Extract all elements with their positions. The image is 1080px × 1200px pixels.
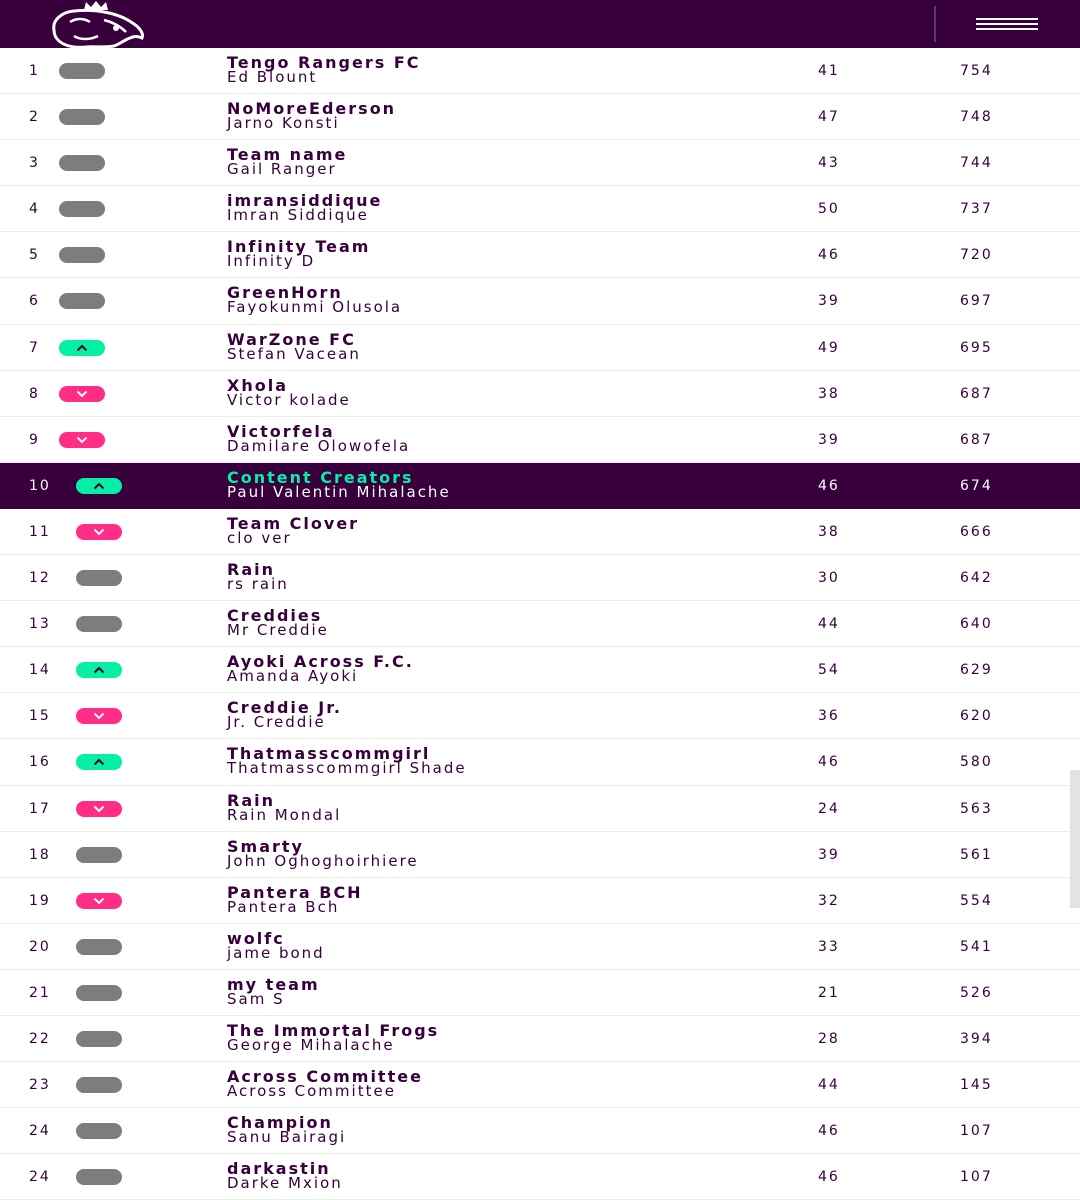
team-name[interactable]: Across Committee (227, 1067, 423, 1087)
no-change-icon (76, 1077, 122, 1093)
team-entry[interactable] (227, 560, 289, 594)
no-change-icon (59, 109, 105, 125)
team-entry[interactable] (227, 191, 383, 225)
table-row[interactable] (0, 1108, 1080, 1154)
manager-name: rs rain (227, 575, 289, 594)
gameweek-points: 30 (818, 570, 840, 587)
total-points: 561 (960, 846, 993, 863)
gameweek-points: 38 (818, 385, 840, 402)
total-points: 674 (960, 477, 993, 494)
table-row[interactable] (0, 786, 1080, 832)
gameweek-points: 32 (818, 892, 840, 909)
gameweek-points: 49 (818, 339, 840, 356)
manager-name: Imran Siddique (227, 206, 369, 225)
manager-name: George Mihalache (227, 1035, 395, 1054)
rank-down-icon (76, 524, 122, 540)
rank-up-icon (59, 340, 105, 356)
total-points: 744 (960, 155, 993, 172)
manager-name: Paul Valentin Mihalache (227, 482, 451, 501)
table-row[interactable] (0, 1062, 1080, 1108)
rank-number: 15 (29, 708, 51, 725)
no-change-icon (59, 247, 105, 263)
table-row[interactable] (0, 924, 1080, 970)
team-entry[interactable] (227, 652, 414, 686)
no-change-icon (59, 155, 105, 171)
manager-name: Jarno Konsti (227, 114, 340, 133)
team-name[interactable]: Tengo Rangers FC (227, 53, 421, 72)
manager-name: Darke Mxion (227, 1174, 343, 1193)
rank-down-icon (59, 386, 105, 402)
team-entry[interactable] (227, 283, 403, 317)
gameweek-points: 39 (818, 293, 840, 310)
team-name[interactable]: Smarty (227, 836, 304, 856)
total-points: 697 (960, 293, 993, 310)
table-row[interactable] (0, 739, 1080, 785)
team-entry[interactable] (227, 329, 361, 363)
team-name[interactable]: Team name (227, 145, 348, 165)
team-entry[interactable] (227, 375, 351, 409)
no-change-icon (76, 939, 122, 955)
team-name[interactable]: wolfc (227, 928, 285, 948)
gameweek-points: 44 (818, 1077, 840, 1094)
manager-name: Gail Ranger (227, 160, 337, 179)
rank-number: 7 (29, 339, 40, 356)
rank-up-icon (76, 754, 122, 770)
manager-name: Mr Creddie (227, 621, 329, 640)
table-row[interactable] (0, 325, 1080, 371)
total-points: 695 (960, 339, 993, 356)
total-points: 620 (960, 708, 993, 725)
gameweek-points: 21 (818, 984, 840, 1001)
no-change-icon (76, 847, 122, 863)
rank-up-icon (76, 478, 122, 494)
manager-name: Jr. Creddie (227, 713, 326, 732)
total-points: 554 (960, 892, 993, 909)
gameweek-points: 46 (818, 754, 840, 771)
premier-league-logo-icon[interactable] (44, 0, 148, 50)
rank-number: 12 (29, 570, 51, 587)
total-points: 640 (960, 616, 993, 633)
manager-name: Stefan Vacean (227, 344, 361, 363)
table-row[interactable] (0, 693, 1080, 739)
gameweek-points: 47 (818, 109, 840, 126)
team-name[interactable]: Creddies (227, 606, 323, 626)
total-points: 748 (960, 109, 993, 126)
manager-name: Victor kolade (227, 390, 351, 409)
rank-down-icon (76, 801, 122, 817)
rank-number: 4 (29, 201, 40, 218)
team-name[interactable]: Content Creators (227, 467, 414, 487)
gameweek-points: 46 (818, 247, 840, 264)
team-entry[interactable] (227, 882, 363, 916)
gameweek-points: 38 (818, 523, 840, 540)
rank-number: 24 (29, 1169, 51, 1186)
table-row[interactable] (0, 186, 1080, 232)
total-points: 563 (960, 800, 993, 817)
total-points: 394 (960, 1030, 993, 1047)
total-points: 107 (960, 1169, 993, 1186)
no-change-icon (76, 1123, 122, 1139)
manager-name: Sanu Bairagi (227, 1128, 347, 1147)
rank-number: 17 (29, 800, 51, 817)
rank-number: 10 (29, 477, 51, 494)
manager-name: Damilare Olowofela (227, 436, 411, 455)
team-name[interactable]: Ayoki Across F.C. (227, 652, 414, 672)
no-change-icon (76, 570, 122, 586)
gameweek-points: 46 (818, 1169, 840, 1186)
gameweek-points: 54 (818, 662, 840, 679)
gameweek-points: 33 (818, 938, 840, 955)
team-entry[interactable] (227, 1067, 423, 1101)
team-name[interactable]: Rain (227, 790, 275, 810)
team-entry[interactable] (227, 698, 342, 732)
table-row[interactable] (0, 48, 1080, 94)
no-change-icon (76, 616, 122, 632)
rank-number: 21 (29, 984, 51, 1001)
team-entry[interactable] (227, 513, 360, 547)
top-nav-bar (0, 0, 1080, 54)
header-divider (934, 6, 936, 42)
manager-name: John Oghoghoirhiere (227, 851, 419, 870)
table-row[interactable] (0, 878, 1080, 924)
manager-name: jame bond (227, 943, 325, 962)
table-row[interactable] (0, 601, 1080, 647)
team-entry[interactable] (227, 790, 342, 824)
team-entry[interactable] (227, 1020, 440, 1054)
table-row[interactable] (0, 140, 1080, 186)
table-row[interactable] (0, 371, 1080, 417)
total-points: 145 (960, 1077, 993, 1094)
team-name[interactable]: Champion (227, 1113, 333, 1133)
table-row[interactable] (0, 94, 1080, 140)
manager-name: Thatmasscommgirl Shade (227, 759, 467, 778)
rank-number: 16 (29, 754, 51, 771)
total-points: 687 (960, 385, 993, 402)
manager-name: Across Committee (227, 1082, 396, 1101)
no-change-icon (76, 985, 122, 1001)
table-row[interactable] (0, 509, 1080, 555)
gameweek-points: 36 (818, 708, 840, 725)
team-name[interactable]: The Immortal Frogs (227, 1020, 440, 1040)
rank-down-icon (76, 708, 122, 724)
manager-name: Ed Blount (227, 68, 318, 86)
table-row-my-team[interactable] (0, 463, 1080, 509)
table-row[interactable] (0, 970, 1080, 1016)
team-entry[interactable] (227, 1113, 347, 1147)
rank-number: 18 (29, 846, 51, 863)
no-change-icon (59, 293, 105, 309)
manager-name: clo ver (227, 528, 292, 547)
scrollbar[interactable] (1070, 770, 1080, 908)
gameweek-points: 24 (818, 800, 840, 817)
rank-down-icon (76, 893, 122, 909)
rank-up-icon (76, 662, 122, 678)
team-name[interactable]: Victorfela (227, 421, 335, 441)
team-name[interactable]: Xhola (227, 375, 288, 395)
total-points: 720 (960, 247, 993, 264)
team-entry[interactable] (227, 99, 397, 133)
rank-number: 14 (29, 662, 51, 679)
rank-number: 19 (29, 892, 51, 909)
team-name[interactable]: NoMoreEderson (227, 99, 397, 119)
rank-number: 13 (29, 616, 51, 633)
no-change-icon (76, 1169, 122, 1185)
rank-down-icon (59, 432, 105, 448)
manager-name: Infinity D (227, 252, 316, 271)
table-row[interactable] (0, 417, 1080, 463)
total-points: 541 (960, 938, 993, 955)
team-entry[interactable] (227, 836, 419, 870)
rank-number: 2 (29, 109, 40, 126)
total-points: 580 (960, 754, 993, 771)
team-entry[interactable] (227, 467, 451, 501)
rank-number: 5 (29, 247, 40, 264)
league-standings-table (0, 48, 1080, 1200)
gameweek-points: 39 (818, 431, 840, 448)
team-name[interactable]: darkastin (227, 1159, 331, 1179)
no-change-icon (59, 63, 105, 79)
team-entry[interactable] (227, 1159, 343, 1193)
team-name[interactable]: GreenHorn (227, 283, 343, 303)
team-name[interactable]: Infinity Team (227, 237, 371, 257)
total-points: 526 (960, 984, 993, 1001)
gameweek-points: 43 (818, 155, 840, 172)
team-entry[interactable] (227, 974, 320, 1008)
gameweek-points: 50 (818, 201, 840, 218)
team-entry[interactable] (227, 421, 411, 455)
team-entry[interactable] (227, 606, 329, 640)
gameweek-points: 46 (818, 477, 840, 494)
total-points: 629 (960, 662, 993, 679)
table-row[interactable] (0, 232, 1080, 278)
team-entry[interactable] (227, 145, 348, 179)
rank-number: 11 (29, 523, 51, 540)
team-name[interactable]: Team Clover (227, 513, 360, 533)
table-row[interactable] (0, 278, 1080, 324)
manager-name: Fayokunmi Olusola (227, 298, 403, 317)
rank-number: 20 (29, 938, 51, 955)
team-entry[interactable] (227, 237, 371, 271)
rank-number: 8 (29, 385, 40, 402)
rank-number: 24 (29, 1123, 51, 1140)
rank-number: 1 (29, 63, 40, 79)
no-change-icon (76, 1031, 122, 1047)
team-name[interactable]: imransiddique (227, 191, 383, 211)
rank-number: 3 (29, 155, 40, 172)
manager-name: Sam S (227, 989, 285, 1008)
total-points: 687 (960, 431, 993, 448)
team-name[interactable]: Pantera BCH (227, 882, 363, 902)
total-points: 754 (960, 63, 993, 79)
team-entry[interactable] (227, 928, 325, 962)
gameweek-points: 28 (818, 1030, 840, 1047)
table-row[interactable] (0, 1016, 1080, 1062)
rank-number: 23 (29, 1077, 51, 1094)
manager-name: Pantera Bch (227, 897, 340, 916)
table-row[interactable] (0, 647, 1080, 693)
total-points: 666 (960, 523, 993, 540)
manager-name: Amanda Ayoki (227, 667, 359, 686)
table-row[interactable] (0, 832, 1080, 878)
gameweek-points: 44 (818, 616, 840, 633)
team-name[interactable]: Creddie Jr. (227, 698, 342, 718)
team-name[interactable]: Rain (227, 560, 275, 580)
team-name[interactable]: Thatmasscommgirl (227, 744, 431, 764)
gameweek-points: 39 (818, 846, 840, 863)
hamburger-menu-button[interactable] (968, 10, 1046, 40)
team-name[interactable]: WarZone FC (227, 329, 356, 349)
table-row[interactable] (0, 1154, 1080, 1200)
total-points: 642 (960, 570, 993, 587)
table-row[interactable] (0, 555, 1080, 601)
rank-number: 9 (29, 431, 40, 448)
team-entry[interactable] (227, 744, 467, 778)
gameweek-points: 41 (818, 63, 840, 79)
rank-number: 6 (29, 293, 40, 310)
no-change-icon (59, 201, 105, 217)
team-name[interactable]: my team (227, 974, 320, 994)
rank-number: 22 (29, 1030, 51, 1047)
total-points: 737 (960, 201, 993, 218)
manager-name: Rain Mondal (227, 805, 342, 824)
total-points: 107 (960, 1123, 993, 1140)
team-entry[interactable] (227, 53, 421, 86)
gameweek-points: 46 (818, 1123, 840, 1140)
